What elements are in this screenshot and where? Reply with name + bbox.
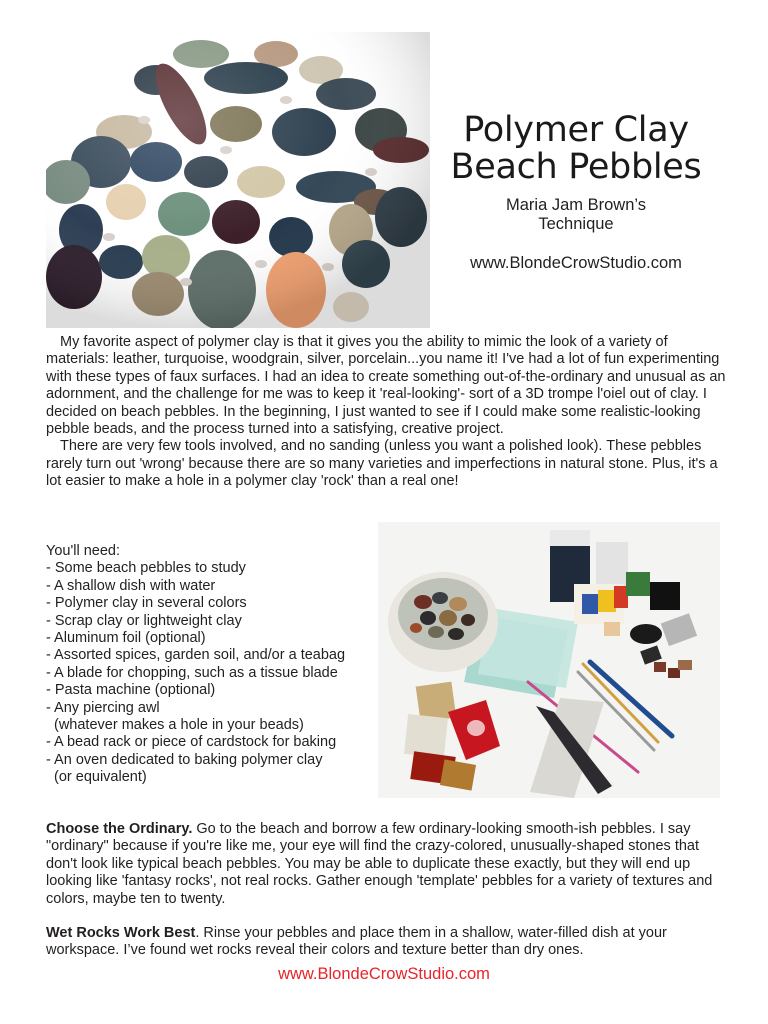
step-heading: Choose the Ordinary. <box>46 821 193 837</box>
intro-paragraph-2: There are very few tools involved, and no sanding (unless you want a polished look). These pebbles rarely turn out 'wrong' because there are so many varieties and imperfections in natural stone. Plus, it's a lot easier to make a hole in a polymer clay 'rock' than a real one! <box>46 438 718 490</box>
intro-text <box>46 334 726 491</box>
step-body: . Rinse your pebbles and place them in a shallow, water-filled dish at your workspace. I’ve found wet rocks reveal their colors and texture better than dry ones. <box>46 925 667 959</box>
supplies-list <box>46 543 376 787</box>
title-line-1: Polymer Clay <box>463 110 689 150</box>
step-choose-the-ordinary <box>46 821 726 908</box>
step-body: Go to the beach and borrow a few ordinary-looking smooth-ish pebbles. I say "ordinary" because if you're like me, your eye will find the crazy-colored, unusually-shaped stones that don't look like typical beach pebbles. You may be able to duplicate these exactly, but they will end up looking like 'fantasy rocks', not real rocks. Gather enough 'template' pebbles for a variety of textures and colors, maybe ten to twenty. <box>46 821 713 907</box>
pebble-beads-photo <box>46 32 430 328</box>
author-credit <box>432 196 720 234</box>
author-line-2: Technique <box>538 215 614 233</box>
supply-item: - A shallow dish with water <box>46 577 216 594</box>
author-line-1: Maria Jam Brown’s <box>506 196 646 214</box>
supply-item-note: (or equivalent) <box>54 769 147 786</box>
supply-item-note: (whatever makes a hole in your beads) <box>54 717 304 734</box>
supply-item: - Aluminum foil (optional) <box>46 630 206 647</box>
footer-website-link[interactable]: www.BlondeCrowStudio.com <box>278 965 490 983</box>
supply-item: - Some beach pebbles to study <box>46 560 246 577</box>
title-line-2: Beach Pebbles <box>450 147 702 187</box>
supply-item: - Any piercing awl <box>46 699 160 716</box>
supply-item: - A bead rack or piece of cardstock for baking <box>46 734 337 751</box>
supply-item: - A blade for chopping, such as a tissue blade <box>46 664 338 681</box>
supply-item: - Scrap clay or lightweight clay <box>46 612 242 629</box>
header-website-link[interactable]: www.BlondeCrowStudio.com <box>470 254 682 272</box>
step-heading: Wet Rocks Work Best <box>46 925 196 941</box>
supplies-heading: You'll need: <box>46 543 120 559</box>
supply-item: - An oven dedicated to baking polymer clay <box>46 751 323 768</box>
tools-and-materials-photo <box>378 522 720 798</box>
step-wet-rocks <box>46 925 726 960</box>
supply-item: - Assorted spices, garden soil, and/or a teabag <box>46 647 346 664</box>
intro-paragraph-1: My favorite aspect of polymer clay is that it gives you the ability to mimic the look of a variety of materials: leather, turquoise, woodgrain, silver, porcelain...you name it! I've had a lot of fun experimenting with these types of faux surfaces. I had an idea to create something out-of-the-ordinary and unusual as an adornment, and the challenge for me was to keep it 'real-looking'- sort of a 3D trompe l'oiel out of clay. I decided on beach pebbles. In the beginning, I just wanted to see if I could make some realistic-looking pebble beads, and the process turned into a satisfying, creative project. <box>46 334 726 438</box>
title-block <box>432 112 720 273</box>
page-title <box>432 112 720 186</box>
supply-item: - Pasta machine (optional) <box>46 682 216 699</box>
supply-item: - Polymer clay in several colors <box>46 595 247 612</box>
